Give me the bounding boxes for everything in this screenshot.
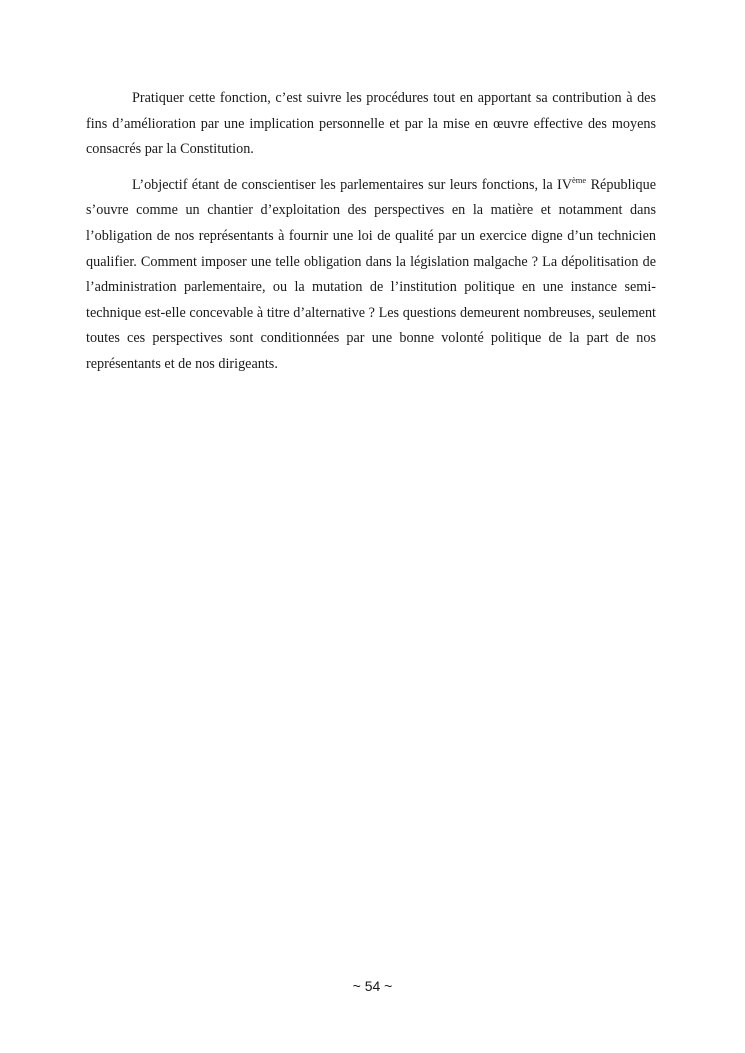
paragraph-2-text-after: République s’ouvre comme un chantier d’exploitation des perspectives en la matière et notamment dans l’obligation de nos représentants à fournir une loi de qualité par un exercice digne d’un technicien qualifier. Comment imposer une telle obligation dans la législation malgache ? La dépolitisation de l’administration parlementaire, ou la mutation de l’institution politique en une instance semi-technique est-elle concevable à titre d’alternative ? Les questions demeurent nombreuses, seulement toutes ces perspectives sont conditionnées par une bonne volonté politique de la part de nos représentants et de nos dirigeants. bbox=[86, 176, 656, 372]
paragraph-1-text: Pratiquer cette fonction, c’est suivre les procédures tout en apportant sa contribution à des fins d’amélioration par une implication personnelle et par la mise en œuvre effective des moyens consacrés par la Constitution. bbox=[86, 90, 656, 158]
paragraph-1 bbox=[86, 86, 656, 163]
page-number: ~ 54 ~ bbox=[352, 978, 393, 994]
body-text bbox=[86, 86, 656, 388]
superscript-eme: ème bbox=[572, 174, 587, 185]
paragraph-2-text-before: L’objectif étant de conscientiser les parlementaires sur leurs fonctions, la IV bbox=[132, 176, 573, 193]
paragraph-2 bbox=[86, 173, 656, 378]
